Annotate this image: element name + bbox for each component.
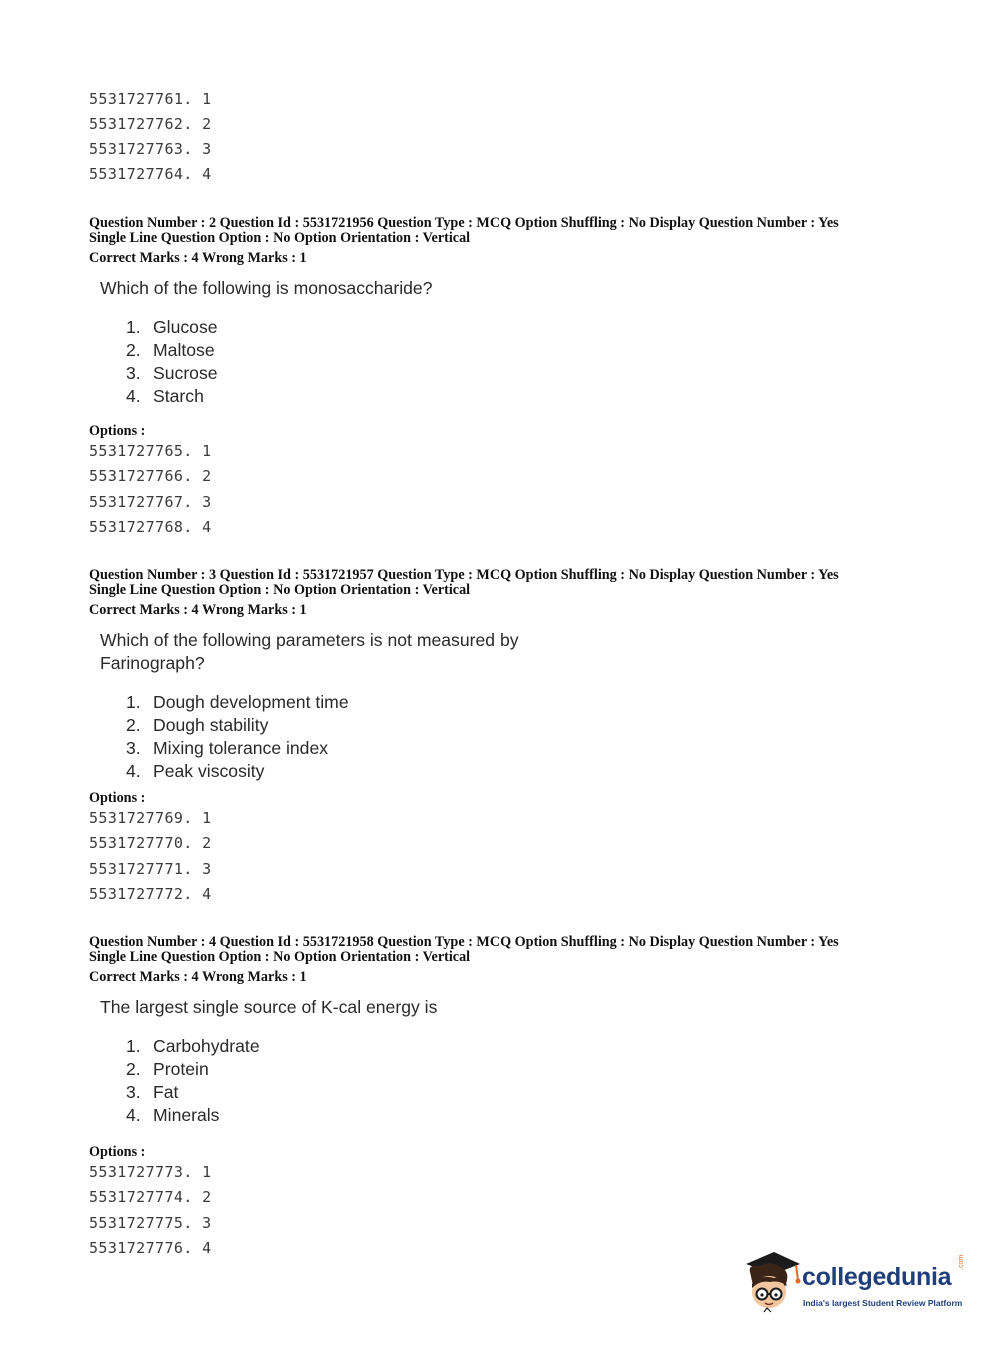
option-code: 5531727764. 4 [89, 165, 212, 183]
option-code: 5531727766. 2 [89, 467, 212, 485]
question-meta-line2: Single Line Question Option : No Option Orientation : Vertical [89, 582, 471, 598]
question-meta-line1: Question Number : 3 Question Id : 5531721957 Question Type : MCQ Option Shuffling : No Display Question Number : Yes [89, 567, 839, 583]
logo-wordmark: collegedunia [802, 1263, 952, 1291]
choice-item: 2. Protein [126, 1059, 209, 1079]
choice-item: 2. Dough stability [126, 715, 269, 735]
option-code: 5531727768. 4 [89, 518, 212, 536]
option-code: 5531727771. 3 [89, 860, 212, 878]
choice-item: 1. Glucose [126, 317, 218, 337]
option-code: 5531727765. 1 [89, 442, 212, 460]
question-marks: Correct Marks : 4 Wrong Marks : 1 [89, 250, 307, 266]
option-code: 5531727775. 3 [89, 1214, 212, 1232]
choice-item: 2. Maltose [126, 340, 215, 360]
choice-item: 3. Mixing tolerance index [126, 738, 329, 758]
option-code: 5531727769. 1 [89, 809, 212, 827]
logo-domain-suffix: .com [958, 1254, 965, 1270]
choice-item: 1. Dough development time [126, 692, 349, 712]
options-label: Options : [89, 1144, 146, 1160]
options-label: Options : [89, 790, 146, 806]
option-code: 5531727774. 2 [89, 1188, 212, 1206]
choice-item: 4. Minerals [126, 1105, 220, 1125]
collegedunia-logo [740, 1250, 970, 1315]
question-text: The largest single source of K-cal energy is [100, 997, 438, 1017]
option-code: 5531727770. 2 [89, 834, 212, 852]
option-code: 5531727761. 1 [89, 90, 212, 108]
option-code: 5531727776. 4 [89, 1239, 212, 1257]
question-text: Farinograph? [100, 653, 205, 673]
question-marks: Correct Marks : 4 Wrong Marks : 1 [89, 969, 307, 985]
question-meta-line2: Single Line Question Option : No Option Orientation : Vertical [89, 949, 471, 965]
question-marks: Correct Marks : 4 Wrong Marks : 1 [89, 602, 307, 618]
choice-item: 1. Carbohydrate [126, 1036, 260, 1056]
option-code: 5531727763. 3 [89, 140, 212, 158]
student-mascot-icon [740, 1250, 802, 1315]
choice-item: 4. Starch [126, 386, 204, 406]
question-meta-line2: Single Line Question Option : No Option Orientation : Vertical [89, 230, 471, 246]
option-code: 5531727767. 3 [89, 493, 212, 511]
choice-item: 3. Sucrose [126, 363, 218, 383]
logo-tagline: India's largest Student Review Platform [803, 1298, 963, 1308]
options-label: Options : [89, 423, 146, 439]
option-code: 5531727772. 4 [89, 885, 212, 903]
question-meta-line1: Question Number : 4 Question Id : 5531721958 Question Type : MCQ Option Shuffling : No Display Question Number : Yes [89, 934, 839, 950]
option-code: 5531727773. 1 [89, 1163, 212, 1181]
question-meta-line1: Question Number : 2 Question Id : 5531721956 Question Type : MCQ Option Shuffling : No Display Question Number : Yes [89, 215, 839, 231]
question-text: Which of the following is monosaccharide? [100, 278, 433, 298]
choice-item: 4. Peak viscosity [126, 761, 265, 781]
question-text: Which of the following parameters is not measured by [100, 630, 519, 650]
choice-item: 3. Fat [126, 1082, 179, 1102]
option-code: 5531727762. 2 [89, 115, 212, 133]
